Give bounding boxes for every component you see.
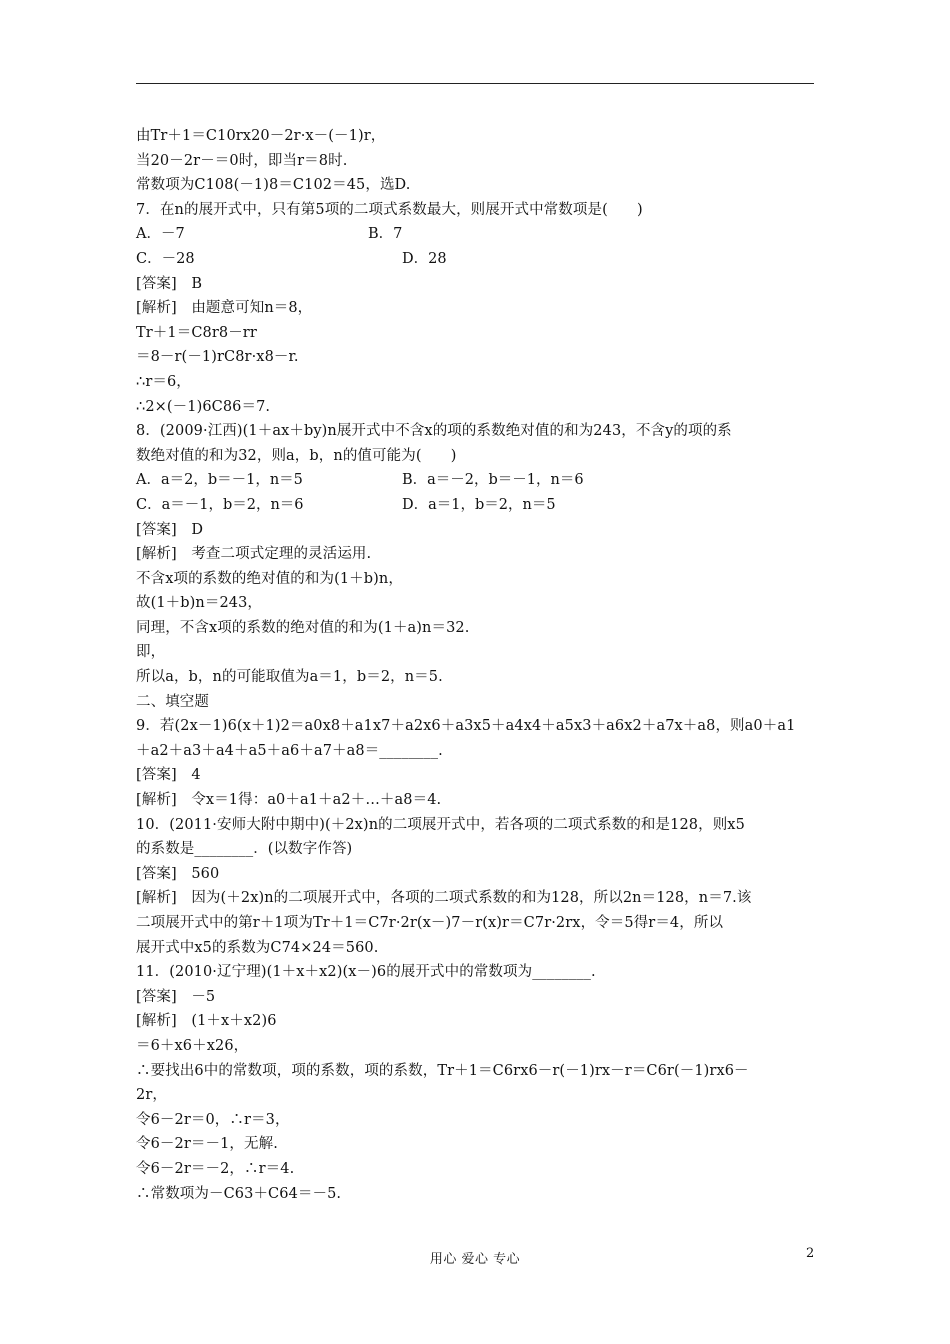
option-a: A．a＝2，b＝－1，n＝5 <box>136 472 303 489</box>
answer-7: [答案] B <box>136 275 203 292</box>
question-9-cont: ＋a2＋a3＋a4＋a5＋a6＋a7＋a8＝________. <box>136 742 443 759</box>
explanation-line: [解析] 考查二项式定理的灵活运用. <box>136 546 372 563</box>
question-10-cont: 的系数是________．(以数字作答) <box>136 841 353 858</box>
page-content <box>136 124 816 1206</box>
explanation-line: 2r， <box>136 1087 167 1104</box>
option-d: D．28 <box>402 250 447 267</box>
footer-slogan: 用心 爱心 专心 <box>429 1252 521 1267</box>
explanation-line: 令6－2r＝0，∴r＝3， <box>136 1111 290 1128</box>
option-b: B．7 <box>368 226 403 243</box>
explanation-line: 二项展开式中的第r＋1项为Tr＋1＝C7r·2r(x－)7－r(x)r＝C7r·2rx，令＝5得r＝4，所以 <box>136 915 724 931</box>
explanation-line: [解析] 令x＝1得：a0＋a1＋a2＋…＋a8＝4. <box>136 792 442 809</box>
explanation-line: 不含x项的系数的绝对值的和为(1＋b)n， <box>136 570 403 587</box>
explanation-line: 令6－2r＝－1，无解. <box>136 1136 278 1153</box>
explanation-line: [解析] 因为(＋2x)n的二项展开式中，各项的二项式系数的和为128，所以2n＝128，n＝7.该 <box>136 890 752 907</box>
header-rule <box>136 83 814 84</box>
option-b: B．a＝－2，b＝－1，n＝6 <box>402 472 584 489</box>
explanation-line: ∴r＝6， <box>136 373 191 390</box>
explanation-line: ＝6＋x6＋x26， <box>136 1037 249 1054</box>
question-7-options-row-2 <box>136 247 816 272</box>
explanation-line: [解析] 由题意可知n＝8， <box>136 300 313 317</box>
option-a: A．－7 <box>136 226 185 243</box>
option-c: C．a＝－1，b＝2，n＝6 <box>136 496 304 513</box>
explanation-line: 故(1＋b)n＝243， <box>136 595 263 612</box>
explanation-line: 令6－2r＝－2，∴r＝4. <box>136 1160 295 1177</box>
question-7-options-row-1 <box>136 222 816 247</box>
explanation-line: [解析] (1＋x＋x2)6 <box>136 1013 277 1030</box>
explanation-line: 即， <box>136 644 166 661</box>
question-8-options-row-2 <box>136 493 816 518</box>
explanation-line: ∴2×(－1)6C86＝7. <box>136 398 271 415</box>
option-d: D．a＝1，b＝2，n＝5 <box>402 496 556 513</box>
text-line: 常数项为C108(－1)8＝C102＝45，选D. <box>136 177 411 194</box>
section-heading: 二、填空题 <box>136 693 209 710</box>
text-line: 由Tr＋1＝C10rx20－2r·x－(－1)r， <box>136 128 386 144</box>
page-number: 2 <box>806 1246 815 1261</box>
explanation-line: ∴要找出6中的常数项，项的系数，项的系数，Tr＋1＝C6rx6－r(－1)rx－r＝C6r(－1)rx6－ <box>136 1062 749 1079</box>
option-c: C．－28 <box>136 250 195 267</box>
answer-11: [答案] －5 <box>136 988 216 1005</box>
question-8: 8．(2009·江西)(1＋ax＋by)n展开式中不含x的项的系数绝对值的和为243，不含y的项的系 <box>136 423 732 440</box>
question-7: 7．在n的展开式中，只有第5项的二项式系数最大，则展开式中常数项是( ) <box>136 201 643 218</box>
question-11: 11．(2010·辽宁理)(1＋x＋x2)(x－)6的展开式中的常数项为________. <box>136 964 596 981</box>
explanation-line: 同理，不含x项的系数的绝对值的和为(1＋a)n＝32. <box>136 619 470 636</box>
answer-8: [答案] D <box>136 521 204 538</box>
explanation-line: ∴常数项为－C63＋C64＝－5. <box>136 1185 342 1202</box>
explanation-line: Tr＋1＝C8r8－rr <box>136 324 257 341</box>
explanation-line: ＝8－r(－1)rC8r·x8－r. <box>136 349 299 366</box>
question-8-options-row-1 <box>136 468 816 493</box>
text-line: 当20－2r－＝0时，即当r＝8时. <box>136 152 348 169</box>
question-10: 10．(2011·安师大附中期中)(＋2x)n的二项展开式中，若各项的二项式系数的和是128，则x5 <box>136 816 745 833</box>
explanation-line: 所以a，b，n的可能取值为a＝1，b＝2，n＝5. <box>136 669 443 686</box>
answer-10: [答案] 560 <box>136 865 220 882</box>
question-9: 9．若(2x－1)6(x＋1)2＝a0x8＋a1x7＋a2x6＋a3x5＋a4x4＋a5x3＋a6x2＋a7x＋a8，则a0＋a1 <box>136 718 796 735</box>
explanation-line: 展开式中x5的系数为C74×24＝560. <box>136 939 379 956</box>
question-8-cont: 数绝对值的和为32，则a，b，n的值可能为( ) <box>136 447 457 464</box>
answer-9: [答案] 4 <box>136 767 201 784</box>
